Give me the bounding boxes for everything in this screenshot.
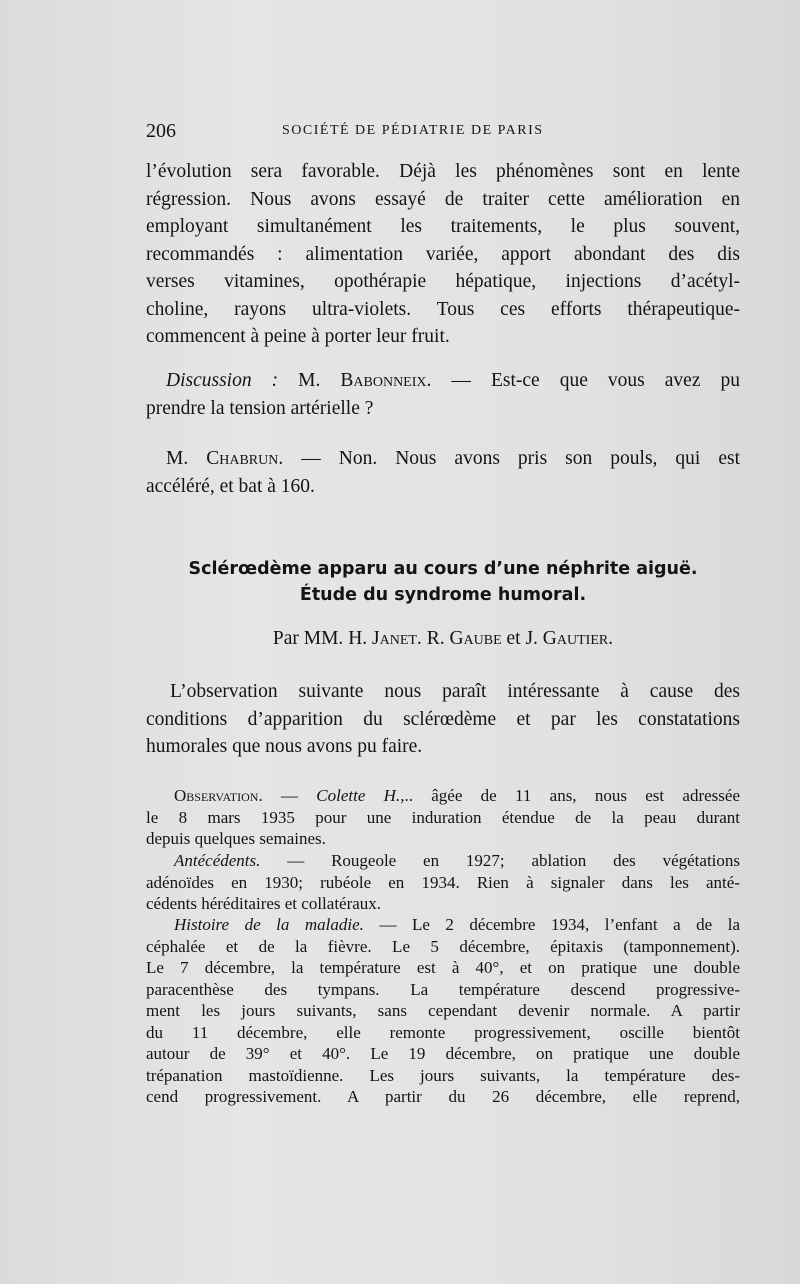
text-line	[146, 367, 740, 395]
text-line: du 11 décembre, elle remonte progressivement, oscille bientôt	[146, 1022, 740, 1042]
text-line: l’évolution sera favorable. Déjà les phénomènes sont en lente	[146, 161, 740, 182]
text-line	[146, 914, 740, 936]
text-span: — Rougeole en 1927; ablation des végétations	[287, 851, 741, 870]
text-line: paracenthèse des tympans. La température descend progressive-	[146, 979, 740, 999]
author-name: R. Gaube	[426, 628, 502, 649]
antecedents-paragraph	[146, 850, 740, 915]
reply-paragraph	[146, 445, 740, 500]
section-label: Observation.	[174, 786, 263, 805]
speaker-name: M. Babonneix.	[298, 370, 432, 391]
text-line: autour de 39° et 40°. Le 19 décembre, on pratique une double	[146, 1044, 740, 1063]
text-span: — Est-ce que vous avez pu	[451, 370, 740, 391]
text-line: accéléré, et bat à 160.	[146, 475, 315, 497]
text-span: — Le 2 décembre 1934, l’enfant a de la	[379, 915, 740, 934]
text-line: conditions d’apparition du sclérœdème et par les constatations	[146, 708, 740, 730]
text-line: ment les jours suivants, sans cependant devenir normale. A partir	[146, 1001, 740, 1020]
patient-name: Colette H.,	[316, 786, 405, 805]
text-line: recommandés : alimentation variée, apport abondant des dis	[146, 243, 740, 265]
text-line: régression. Nous avons essayé de traiter cette amélioration en	[146, 188, 740, 210]
section-label: Histoire de la maladie.	[174, 915, 364, 934]
histoire-paragraph	[146, 914, 740, 1108]
text-line: cend progressivement. A partir du 26 décembre, elle reprend,	[146, 1087, 740, 1106]
discussion-paragraph	[146, 367, 740, 422]
text-line: Observation. — Colette H.,.. âgée de 11 ans, nous est adressée	[174, 786, 740, 805]
intro-paragraph	[146, 678, 740, 761]
section-label: Antécédents.	[174, 851, 261, 870]
text-span: — Non. Nous avons pris son pouls, qui est	[301, 448, 741, 469]
page-header	[146, 120, 740, 144]
text-span: Par MM.	[272, 628, 344, 649]
text-line: employant simultanément les traitements, le plus souvent,	[146, 216, 740, 237]
text-line: L’observation suivante nous paraît intéressante à cause des	[170, 681, 740, 702]
text-line: adénoïdes en 1930; rubéole en 1934. Rien à signaler dans les anté-	[146, 872, 740, 892]
text-line: trépanation mastoïdienne. Les jours suivants, la température des-	[146, 1065, 740, 1085]
observation-paragraph	[146, 785, 740, 850]
text-line: cédents héréditaires et collatéraux.	[146, 894, 382, 913]
text-line: le 8 mars 1935 pour une induration étendue de la peau durant	[146, 807, 740, 827]
page-number: 206	[146, 120, 176, 142]
text-line: prendre la tension artérielle ?	[146, 397, 374, 419]
title-line: Étude du syndrome humoral.	[299, 585, 587, 605]
authors-line	[146, 625, 740, 653]
paragraph-continuation	[146, 158, 740, 351]
speaker-name: M. Chabrun.	[166, 448, 284, 469]
discussion-label: Discussion :	[166, 370, 279, 391]
text-line	[146, 445, 740, 473]
text-line	[146, 850, 740, 872]
author-name: H. Janet.	[348, 628, 422, 649]
text-line: verses vitamines, opothérapie hépatique, injections d’acétyl-	[146, 271, 740, 292]
running-title: SOCIÉTÉ DE PÉDIATRIE DE PARIS	[282, 123, 544, 138]
text-line: Le 7 décembre, la température est à 40°, et on pratique une double	[146, 958, 740, 977]
text-line: humorales que nous avons pu faire.	[146, 736, 423, 757]
text-line: céphalée et de la fièvre. Le 5 décembre, épitaxis (tamponnement).	[146, 936, 740, 956]
article-authors	[146, 625, 740, 653]
text-span: et	[506, 628, 521, 649]
text-line: depuis quelques semaines.	[146, 829, 326, 848]
title-line: Sclérœdème apparu au cours d’une néphrite aiguë.	[188, 559, 698, 579]
text-span: .. âgée de 11 ans, nous est adressée	[404, 786, 740, 805]
text-line: choline, rayons ultra-violets. Tous ces efforts thérapeutique-	[146, 298, 740, 320]
text-line: commencent à peine à porter leur fruit.	[146, 326, 450, 347]
article-title	[146, 556, 740, 608]
author-name: J. Gautier.	[525, 628, 614, 649]
